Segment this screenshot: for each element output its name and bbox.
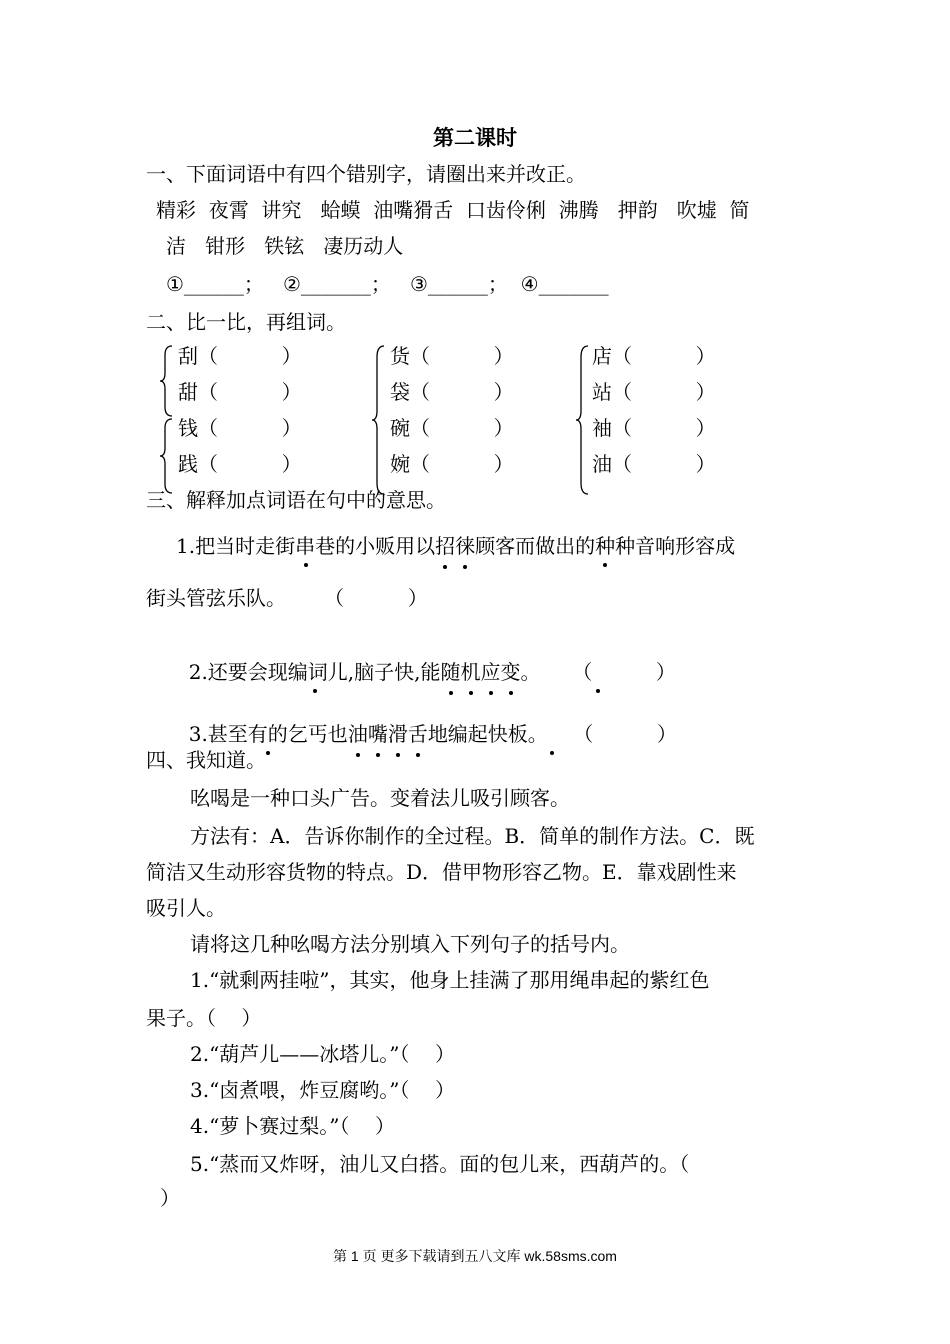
paragraph: 简洁又生动形容货物的特点。D．借甲物形容乙物。E．靠戏剧性来 [146, 860, 737, 884]
words-line-2: 洁 钳形 铁铉 凄历动人 [166, 234, 404, 258]
compare-item: 袖（ ） [592, 416, 716, 440]
dotted-char: 嘴 [367, 722, 388, 746]
dotted-char: 舌 [407, 722, 428, 746]
dotted-char: 机 [460, 660, 481, 684]
compare-item: 钱（ ） [178, 416, 302, 440]
words-line-1: 精彩 夜霄 讲究 蛤蟆 油嘴猾舌 口齿伶俐 沸腾 押韵 吹墟 简 [156, 198, 750, 222]
sentence-text: 。 （ ） [520, 660, 676, 684]
compare-item: 店（ ） [592, 344, 716, 368]
paragraph: 请将这几种吆喝方法分别填入下列句子的括号内。 [190, 932, 630, 956]
brace-icon [576, 345, 590, 495]
compare-item: 油（ ） [592, 452, 716, 476]
page-title: 第二课时 [433, 125, 517, 150]
compare-item: 践（ ） [178, 452, 302, 476]
list-item: 4.“萝卜赛过梨。”（ ） [190, 1114, 395, 1138]
compare-item: 货（ ） [390, 344, 514, 368]
list-item: 2.“葫芦儿——冰塔儿。”（ ） [190, 1042, 455, 1066]
question-1-line-1 [176, 532, 735, 560]
list-item: 3.“卤煮喂，炸豆腐哟。”（ ） [190, 1078, 455, 1102]
brace-icon [372, 345, 386, 495]
list-item: 5.“蒸而又炸呀，油儿又白搭。面的包儿来，西葫芦的。（ [190, 1152, 690, 1176]
paragraph: 方法有：A．告诉你制作的全过程。B．简单的制作方法。C．既 [190, 824, 755, 848]
paragraph: 吆喝是一种口头广告。变着法儿吸引顾客。 [190, 786, 570, 810]
dotted-char: 随 [440, 660, 461, 684]
sentence-text: 地编起快板。 （ ） [427, 722, 677, 746]
compare-item: 婉（ ） [390, 452, 514, 476]
brace-icon [160, 418, 174, 494]
list-item: ） [160, 1186, 180, 1210]
brace-icon [160, 345, 174, 417]
dotted-char: 招 [435, 534, 456, 558]
section-4-heading: 四、我知道。 [146, 748, 266, 772]
compare-item: 站（ ） [592, 380, 716, 404]
dotted-char: 应 [480, 660, 501, 684]
compare-item: 碗（ ） [390, 416, 514, 440]
dotted-char: 油 [347, 722, 368, 746]
page-footer: 第 1 页 更多下载请到五八文库 wk.58sms.com [333, 1248, 617, 1264]
sentence-text: 顾客而做出的种种音响形容成 [475, 534, 736, 558]
section-1-heading: 一、下面词语中有四个错别字，请圈出来并改正。 [146, 162, 586, 186]
sentence-text: 2.还要会现编词儿,脑子快,能 [188, 660, 441, 684]
compare-item: 刮（ ） [178, 344, 302, 368]
dotted-char: 滑 [387, 722, 408, 746]
compare-item: 袋（ ） [390, 380, 514, 404]
section-3-heading: 三、解释加点词语在句中的意思。 [146, 488, 446, 512]
sentence-text: 3.甚至有的乞丐也 [188, 722, 348, 746]
compare-item: 甜（ ） [178, 380, 302, 404]
paragraph: 吸引人。 [146, 896, 226, 920]
question-2 [176, 630, 676, 686]
section-2-heading: 二、比一比，再组词。 [146, 310, 346, 334]
list-item: 1.“就剩两挂啦”，其实，他身上挂满了那用绳串起的紫红色 [190, 968, 710, 992]
dotted-char: 变 [500, 660, 521, 684]
dotted-char: 徕 [455, 534, 476, 558]
sentence-text: 1.把当时走街串巷的小贩用以 [176, 534, 436, 558]
question-1-line-2: 街头管弦乐队。 （ ） [146, 586, 428, 610]
correction-blanks: ①______； ②_______； ③______； ④_______ [166, 272, 609, 296]
question-3 [176, 692, 677, 748]
list-item: 果子。（ ） [146, 1006, 262, 1030]
